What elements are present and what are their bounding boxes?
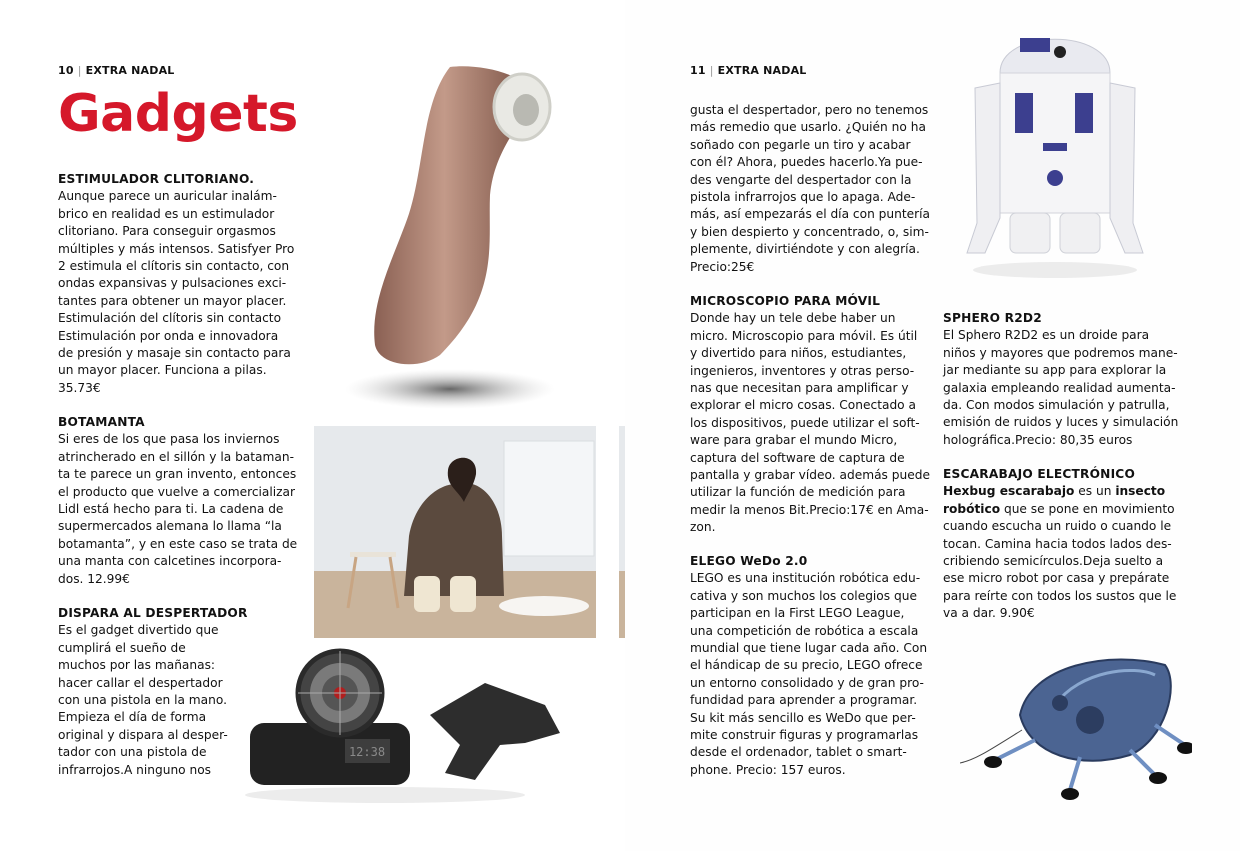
- article-heading: DISPARA AL DESPERTADOR: [58, 606, 248, 620]
- article-body: Es el gadget divertido que cumplirá el sueño de muchos por las mañanas: hacer callar el despertador con una pistola en la mano. Empieza el día de forma original y dispara al desper- tador con una pistola de infrarrojos.A ninguno nos: [58, 623, 228, 777]
- target-alarm-clock-photo: [245, 645, 570, 805]
- article-body: Si eres de los que pasa los inviernos atrincherado en el sillón y la bataman- ta te parece un gran invento, entonces el producto que vuelve a comercializar Lidl está hecho para ti. La cadena de supermercados alemana lo llama “la botamanta”, y en este caso se trata de una manta con calcetines incorpora- dos. 12.99€: [58, 432, 298, 586]
- page-title: Gadgets: [58, 84, 298, 144]
- article-microscopio: [690, 293, 935, 537]
- page-folio: 10 | EXTRA NADAL: [58, 64, 175, 77]
- article-heading: ESTIMULADOR CLITORIANO.: [58, 172, 255, 186]
- bold-text: Hexbug escarabajo: [943, 484, 1075, 499]
- botamanta-photo: [314, 426, 596, 638]
- article-continuation: [690, 102, 935, 276]
- article-escarabajo: [943, 466, 1193, 623]
- body-text: que se pone en movimiento cuando escucha un ruido o cuando le tocan. Camina hacia todos lados des- cribiendo semicírculos.Deja suelto a ese micro robot por casa y prepárate para reírte con todos los sustos que le va a dar. 9.90€: [943, 501, 1177, 621]
- article-botamanta: [58, 414, 308, 588]
- article-body: Aunque parece un auricular inalám- brico en realidad es un estimulador clitoriano. Para conseguir orgasmos múltiples y más intensos. Satisfyer Pro 2 estimula el clítoris sin contacto, con ondas expansivas y pulsaciones exci- tantes para obtener un mayor placer. Estimulación del clítoris sin contacto Estimulación por onda e innovadora de presión y masaje sin contacto para un mayor placer. Funciona a pilas. 35.73€: [58, 189, 295, 395]
- article-heading: MICROSCOPIO PARA MÓVIL: [690, 294, 881, 308]
- page-number: 10: [58, 64, 74, 77]
- satisfyer-product-photo: [330, 55, 590, 415]
- bold-text: insecto robótico: [943, 484, 1166, 516]
- section-name: EXTRA NADAL: [85, 64, 175, 77]
- article-heading: BOTAMANTA: [58, 415, 145, 429]
- r2d2-photo: [965, 18, 1145, 280]
- article-despertador: [58, 605, 248, 779]
- article-body: Donde hay un tele debe haber un micro. Microscopio para móvil. Es útil y divertido para niños, estudiantes, ingenieros, inventores y otras perso- nas que necesitan para amplificar y explorar el micro cosas. Conectado a los dispositivos, puede utilizar el soft- ware para grabar el mundo Micro, captura del software de captura de pantalla y grabar vídeo. además puede utilizar la función de medición para medir la menos Bit.Precio:17€ en Ama- zon.: [690, 311, 930, 535]
- page-number: 11: [690, 64, 706, 77]
- article-lego-wedo: [690, 553, 935, 779]
- page-folio: 11 | EXTRA NADAL: [690, 64, 807, 77]
- article-body: [943, 483, 1193, 622]
- right-page: [625, 0, 1240, 851]
- article-heading: SPHERO R2D2: [943, 311, 1042, 325]
- clock-display-readout: 12:38: [348, 745, 386, 759]
- hexbug-photo: [960, 645, 1192, 810]
- article-body: LEGO es una institución robótica edu- cativa y son muchos los colegios que participan en la First LEGO League, una competición de robótica a escala mundial que tiene lugar cada año. Con el hándicap de su precio, LEGO ofrece un entorno consolidado y de gran pro- fundidad para aprender a programar. Su kit más sencillo es WeDo que per- mite construir figuras y programarlas desde el ordenador, tablet o smart- phone. Precio: 157 euros.: [690, 571, 928, 777]
- article-body: gusta el despertador, pero no tenemos más remedio que usarlo. ¿Quién no ha soñado con pegarle un tiro y acabar con él? Ahora, puedes hacerlo.Ya pue- des vengarte del despertador con la pistola infrarrojos que lo apaga. Ade- más, así empezarás el día con puntería y bien despierto y concentrado, o, sim- plemente, divirtiéndote y con alegría. Precio:25€: [690, 103, 930, 274]
- section-name: EXTRA NADAL: [717, 64, 807, 77]
- article-heading: ESCARABAJO ELECTRÓNICO: [943, 467, 1136, 481]
- article-heading: ELEGO WeDo 2.0: [690, 554, 808, 568]
- article-estimulador: [58, 171, 308, 397]
- body-text: es un: [1074, 484, 1116, 499]
- article-sphero-r2d2: [943, 310, 1193, 449]
- article-body: El Sphero R2D2 es un droide para niños y mayores que podremos mane- jar mediante su app para explorar la galaxia empleando realidad aumenta- da. Con modos simulación y patrulla, emisión de ruidos y luces y simulación holográfica.Precio: 80,35 euros: [943, 328, 1179, 447]
